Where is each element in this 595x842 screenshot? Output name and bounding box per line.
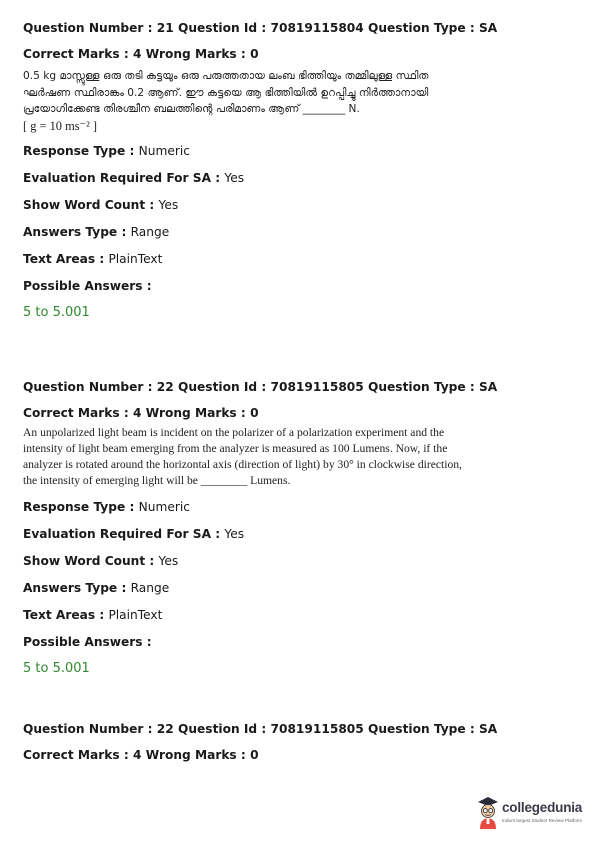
text-areas: Text Areas : PlainText bbox=[23, 251, 163, 266]
correct-marks: 4 bbox=[132, 47, 142, 61]
marks-line: Correct Marks : 4 Wrong Marks : 0 bbox=[23, 748, 259, 762]
question-id: 70819115805 bbox=[270, 722, 364, 736]
wrong-marks: 0 bbox=[250, 748, 259, 762]
question-text bbox=[23, 68, 577, 134]
question-id: 70819115804 bbox=[270, 21, 364, 35]
question-text bbox=[23, 425, 577, 489]
possible-answer-value: 5 to 5.001 bbox=[23, 661, 90, 676]
question-number: 22 bbox=[156, 380, 174, 394]
wrong-marks: 0 bbox=[250, 406, 259, 420]
question-text-line: intensity of light beam emerging from the analyzer is measured as 100 Lumens. Now, if the bbox=[23, 442, 448, 455]
question-text-line: 0.5 kg മാസ്സുള്ള ഒരു തടി കട്ടയും ഒരു പരുത്തതായ ലംബ ഭിത്തിയും തമ്മിലുള്ള സ്ഥിത bbox=[23, 70, 429, 82]
question-number: 22 bbox=[156, 722, 174, 736]
evaluation-required: Evaluation Required For SA : Yes bbox=[23, 170, 245, 185]
question-header: Question Number : 21 Question Id : 70819115804 Question Type : SA bbox=[23, 21, 498, 35]
correct-marks: 4 bbox=[132, 406, 142, 420]
question-text-line: ഘർഷണ സ്ഥിരാങ്കം 0.2 ആണ്. ഈ കട്ടയെ ആ ഭിത്തിയിൽ ഉറപ്പിച്ചു നിർത്താനായി bbox=[23, 86, 429, 99]
response-type: Response Type : Numeric bbox=[23, 143, 190, 158]
possible-answers-label: Possible Answers : bbox=[23, 278, 152, 293]
question-text-line: An unpolarized light beam is incident on the polarizer of a polarization experiment and the bbox=[23, 426, 445, 439]
question-text-line: പ്രയോഗിക്കേണ്ട തിരശ്ചീന ബലത്തിന്റെ പരിമാണം ആണ് ________ N. bbox=[23, 103, 360, 115]
answers-type: Answers Type : Range bbox=[23, 581, 170, 595]
answers-type: Answers Type : Range bbox=[23, 224, 170, 239]
question-22 bbox=[23, 379, 577, 677]
question-22-repeat bbox=[23, 721, 577, 763]
evaluation-required: Evaluation Required For SA : Yes bbox=[23, 527, 245, 541]
collegedunia-logo bbox=[474, 796, 586, 832]
question-header: Question Number : 22 Question Id : 70819115805 Question Type : SA bbox=[23, 380, 498, 394]
question-type: SA bbox=[479, 21, 498, 35]
student-mascot-icon bbox=[474, 796, 502, 830]
text-areas: Text Areas : PlainText bbox=[23, 608, 163, 622]
question-text-line: [ g = 10 ms⁻² ] bbox=[23, 118, 98, 133]
question-number: 21 bbox=[156, 21, 174, 35]
question-type: SA bbox=[479, 722, 498, 736]
wrong-marks: 0 bbox=[250, 47, 259, 61]
marks-line: Correct Marks : 4 Wrong Marks : 0 bbox=[23, 47, 259, 61]
show-word-count: Show Word Count : Yes bbox=[23, 554, 179, 568]
question-21 bbox=[23, 20, 577, 321]
correct-marks: 4 bbox=[132, 748, 142, 762]
question-header: Question Number : 22 Question Id : 70819115805 Question Type : SA bbox=[23, 722, 498, 736]
possible-answers-label: Possible Answers : bbox=[23, 635, 152, 649]
possible-answer-value: 5 to 5.001 bbox=[23, 304, 90, 320]
logo-tagline: India's largest Student Review Platform bbox=[502, 818, 583, 823]
show-word-count: Show Word Count : Yes bbox=[23, 197, 179, 212]
marks-line: Correct Marks : 4 Wrong Marks : 0 bbox=[23, 406, 259, 420]
question-text-line: the intensity of emerging light will be ________ Lumens. bbox=[23, 474, 291, 487]
logo-wordmark: collegedunia bbox=[502, 800, 583, 815]
question-id: 70819115805 bbox=[270, 380, 364, 394]
question-type: SA bbox=[479, 380, 498, 394]
question-text-line: analyzer is rotated around the horizontal axis (direction of light) by 30° in clockwise direction, bbox=[23, 458, 462, 471]
response-type: Response Type : Numeric bbox=[23, 500, 190, 514]
